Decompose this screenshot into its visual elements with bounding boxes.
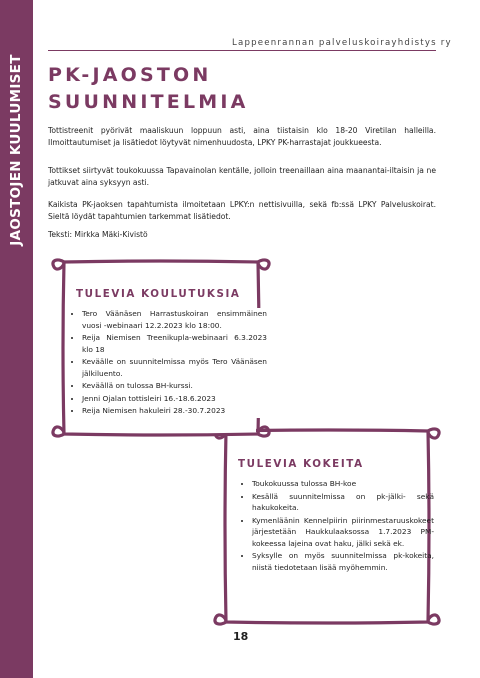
list-item: • Keväälle on suunnitelmissa myös Tero Väänäsen jälkiluento. [82, 356, 267, 379]
title-line-1: PK-JAOSTON [48, 64, 212, 86]
trainings-list [70, 308, 267, 418]
list-item: • Jenni Ojalan tottisleiri 16.-18.6.2023 [82, 393, 267, 405]
list-item: • Tero Väänäsen Harrastuskoiran ensimmäinen vuosi -webinaari 12.2.2023 klo 18:00. [82, 308, 267, 331]
list-item: • Reija Niemisen hakuleiri 28.-30.7.2023 [82, 405, 267, 417]
list-item: • Kesällä suunnitelmissa on pk-jälki- sekä hakukokeita. [252, 491, 434, 514]
list-item: • Toukokuussa tulossa BH-koe [252, 478, 434, 490]
title-line-2: SUUNNITELMIA [48, 91, 249, 113]
author-credit: Teksti: Mirkka Mäki-Kivistö [48, 230, 148, 239]
trainings-title: TULEVIA KOULUTUKSIA [76, 288, 241, 300]
paragraph-1: Tottistreenit pyörivät maaliskuun loppuun asti, aina tiistaisin klo 18-20 Viretilan halleilla. Ilmoittautumiset ja lisätiedot löytyvät nimenhuudosta, LPKY PK-harrastajat joukkueesta. [48, 126, 436, 147]
page-number: 18 [233, 630, 249, 643]
list-item: • Syksylle on myös suunnitelmissa pk-kokeita, niistä tiedotetaan lisää myöhemmin. [252, 550, 434, 573]
organization-name: Lappeenrannan palveluskoirayhdistys ry [232, 38, 452, 48]
list-item: • Keväällä on tulossa BH-kurssi. [82, 380, 267, 392]
list-item: • Reija Niemisen Treenikupla-webinaari 6.3.2023 klo 18 [82, 332, 267, 355]
paragraph-2: Tottikset siirtyvät toukokuussa Tapavainolan kentälle, jolloin treenaillaan aina maanantai-iltaisin ja ne jatkuvat aina syksyyn asti. [48, 166, 436, 187]
paragraph-3: Kaikista PK-jaoksen tapahtumista ilmoitetaan LPKY:n nettisivuilla, sekä fb:ssä LPKY Palveluskoirat. Sieltä löydät tapahtumien tarkemmat lisätiedot. [48, 200, 436, 221]
section-label: JAOSTOJEN KUULUMISET [8, 54, 24, 246]
trials-title: TULEVIA KOKEITA [238, 458, 364, 470]
trials-list [240, 478, 434, 574]
list-item: • Kymenläänin Kennelpiirin piirinmestaruuskokeet järjestetään Haukkulaaksossa 1.7.2023 PM-kokeessa lajeina ovat haku, jälki sekä ek. [252, 515, 434, 550]
